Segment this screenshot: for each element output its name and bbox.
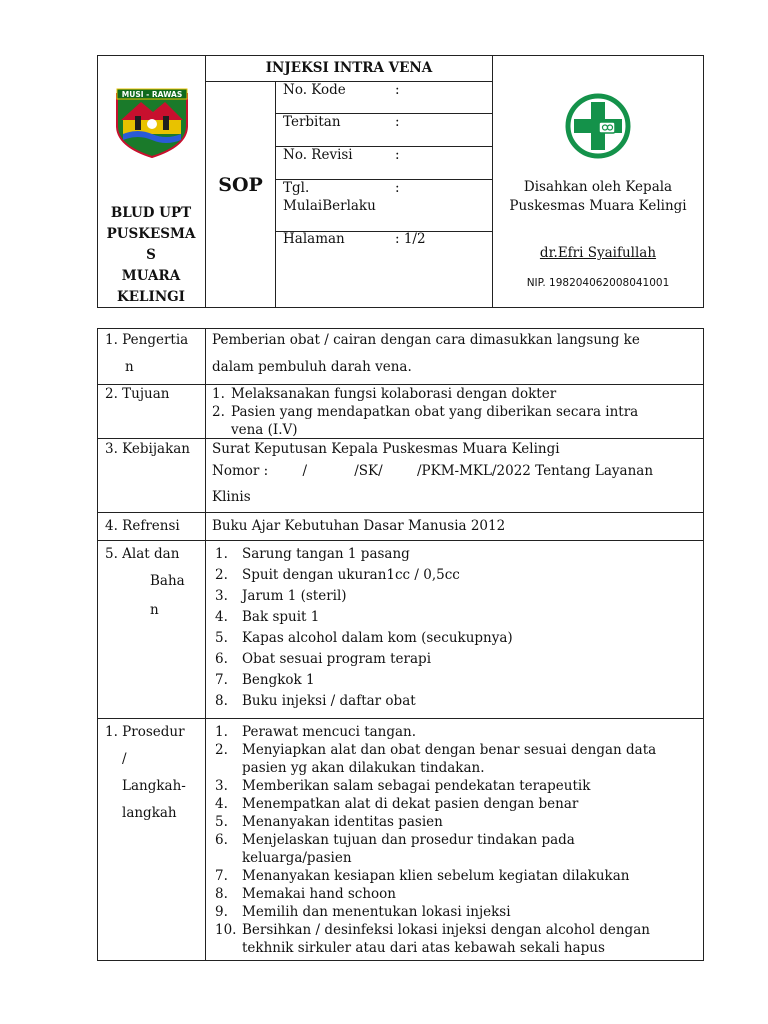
list-item	[215, 650, 695, 668]
field-label-tgl: Tgl.	[283, 180, 310, 196]
item-number: 2.	[215, 742, 228, 758]
item-text: Memakai hand schoon	[242, 886, 397, 902]
list-item	[215, 608, 695, 626]
item-number: 1.	[212, 386, 225, 402]
org-line: BLUD UPT	[110, 205, 192, 221]
org-line: PUSKESMA	[106, 226, 196, 242]
item-text: Menjelaskan tujuan dan prosedur tindakan pada	[242, 832, 575, 848]
item-number: 4.	[215, 609, 228, 625]
tujuan-list	[212, 385, 698, 439]
item-number: 7.	[215, 868, 228, 884]
field-value-halaman: : 1/2	[395, 231, 426, 247]
org-line: MUARA	[121, 268, 181, 284]
table-border-right	[703, 328, 704, 961]
item-number: 5.	[215, 630, 228, 646]
item-text: Menempatkan alat di dekat pasien dengan benar	[242, 796, 579, 812]
item-text: Buku injeksi / daftar obat	[242, 693, 416, 709]
item-number: 7.	[215, 672, 228, 688]
list-item	[215, 795, 699, 813]
item-text: Menyiapkan alat dan obat dengan benar sesuai dengan data	[242, 742, 657, 758]
label-pengertian-2: n	[125, 359, 134, 375]
item-text: Sarung tangan 1 pasang	[242, 546, 410, 562]
alat-list	[215, 545, 695, 713]
item-text-cont: tekhnik sirkuler atau dari atas kebawah sekali hapus	[242, 940, 605, 956]
emblem-banner: MUSI - RAWAS	[121, 90, 183, 99]
label-refrensi: 4. Refrensi	[105, 518, 180, 534]
list-item	[212, 403, 698, 439]
list-item	[215, 629, 695, 647]
kebijakan-line: Nomor : / /SK/ /PKM-MKL/2022 Tentang Layanan	[212, 463, 654, 479]
table-border-top	[97, 328, 704, 329]
field-value-revisi: :	[395, 147, 400, 163]
kebijakan-line: Klinis	[212, 489, 251, 505]
puskesmas-logo-icon	[564, 92, 632, 160]
label-alat-2: Baha	[150, 573, 185, 589]
item-number: 3.	[215, 778, 228, 794]
item-text-cont: vena (I.V)	[231, 422, 298, 438]
list-item	[212, 385, 698, 403]
row-divider	[97, 718, 704, 719]
item-text: Jarum 1 (steril)	[242, 588, 347, 604]
field-value-kode: :	[395, 82, 400, 98]
row-divider	[97, 512, 704, 513]
header-border-left	[97, 55, 98, 308]
item-text: Perawat mencuci tangan.	[242, 724, 417, 740]
item-text: Obat sesuai program terapi	[242, 651, 432, 667]
label-prosedur-3: Langkah-	[122, 778, 186, 794]
item-number: 3.	[215, 588, 228, 604]
item-text: Bak spuit 1	[242, 609, 320, 625]
header-border-top	[97, 55, 704, 56]
item-number: 2.	[212, 404, 225, 420]
list-item	[215, 921, 699, 957]
pengertian-text: Pemberian obat / cairan dengan cara dimasukkan langsung ke	[212, 332, 640, 348]
musi-rawas-emblem	[113, 86, 191, 158]
prosedur-list	[215, 723, 699, 957]
item-text: Bersihkan / desinfeksi lokasi injeksi dengan alcohol dengan	[242, 922, 650, 938]
list-item	[215, 545, 695, 563]
header-divider	[492, 55, 493, 308]
item-number: 8.	[215, 693, 228, 709]
list-item	[215, 741, 699, 777]
item-number: 4.	[215, 796, 228, 812]
list-item	[215, 723, 699, 741]
list-item	[215, 566, 695, 584]
approval-line: Disahkan oleh Kepala	[523, 179, 673, 195]
refrensi-text: Buku Ajar Kebutuhan Dasar Manusia 2012	[212, 518, 506, 534]
field-label-revisi: No. Revisi	[283, 147, 353, 163]
label-prosedur: 1. Prosedur	[105, 724, 185, 740]
sop-label: SOP	[218, 174, 263, 196]
kebijakan-line: Surat Keputusan Kepala Puskesmas Muara Kelingi	[212, 441, 560, 457]
list-item	[215, 587, 695, 605]
document-title: INJEKSI INTRA VENA	[265, 60, 433, 76]
list-item	[215, 671, 695, 689]
pengertian-text-2: dalam pembuluh darah vena.	[212, 359, 412, 375]
table-border-left	[97, 328, 98, 961]
list-item	[215, 777, 699, 795]
approval-line: Puskesmas Muara Kelingi	[509, 198, 687, 214]
item-number: 2.	[215, 567, 228, 583]
field-label-tgl-2: MulaiBerlaku	[283, 198, 376, 214]
header-border-right	[703, 55, 704, 308]
signer-nip: NIP. 198204062008041001	[526, 277, 670, 289]
label-alat-3: n	[150, 602, 159, 618]
item-number: 8.	[215, 886, 228, 902]
item-text: Kapas alcohol dalam kom (secukupnya)	[242, 630, 513, 646]
field-label-terbitan: Terbitan	[283, 114, 341, 130]
item-text: Memilih dan menentukan lokasi injeksi	[242, 904, 511, 920]
item-text: Spuit dengan ukuran1cc / 0,5cc	[242, 567, 460, 583]
item-text: Bengkok 1	[242, 672, 315, 688]
header-divider	[275, 81, 276, 308]
label-kebijakan: 3. Kebijakan	[105, 441, 191, 457]
field-value-terbitan: :	[395, 114, 400, 130]
item-number: 6.	[215, 651, 228, 667]
list-item	[215, 867, 699, 885]
item-text-cont: pasien yg akan dilakukan tindakan.	[242, 760, 485, 776]
item-number: 5.	[215, 814, 228, 830]
label-tujuan: 2. Tujuan	[105, 386, 170, 402]
column-divider	[205, 328, 206, 961]
item-number: 6.	[215, 832, 228, 848]
label-alat: 5. Alat dan	[105, 546, 180, 562]
list-item	[215, 903, 699, 921]
item-text-cont: keluarga/pasien	[242, 850, 352, 866]
label-prosedur-2: /	[122, 751, 127, 767]
field-label-halaman: Halaman	[283, 231, 345, 247]
item-number: 1.	[215, 724, 228, 740]
item-text: Menanyakan kesiapan klien sebelum kegiatan dilakukan	[242, 868, 630, 884]
label-pengertian: 1. Pengertia	[105, 332, 189, 348]
label-prosedur-4: langkah	[122, 805, 177, 821]
list-item	[215, 692, 695, 710]
org-line: KELINGI	[116, 289, 185, 305]
row-divider	[97, 540, 704, 541]
item-text: Pasien yang mendapatkan obat yang diberikan secara intra	[231, 404, 639, 420]
org-line: S	[146, 247, 156, 263]
list-item	[215, 813, 699, 831]
list-item	[215, 885, 699, 903]
field-label-kode: No. Kode	[283, 82, 346, 98]
item-text: Memberikan salam sebagai pendekatan terapeutik	[242, 778, 591, 794]
item-number: 10.	[215, 922, 237, 938]
header-divider	[205, 81, 493, 82]
item-text: Menanyakan identitas pasien	[242, 814, 443, 830]
item-text: Melaksanakan fungsi kolaborasi dengan dokter	[231, 386, 557, 402]
field-value-tgl: :	[395, 180, 400, 196]
list-item	[215, 831, 699, 867]
signer-name: dr.Efri Syaifullah	[539, 245, 657, 261]
org-name	[99, 203, 203, 308]
approval-text	[494, 178, 702, 216]
table-border-bottom	[97, 960, 704, 961]
item-number: 1.	[215, 546, 228, 562]
item-number: 9.	[215, 904, 228, 920]
